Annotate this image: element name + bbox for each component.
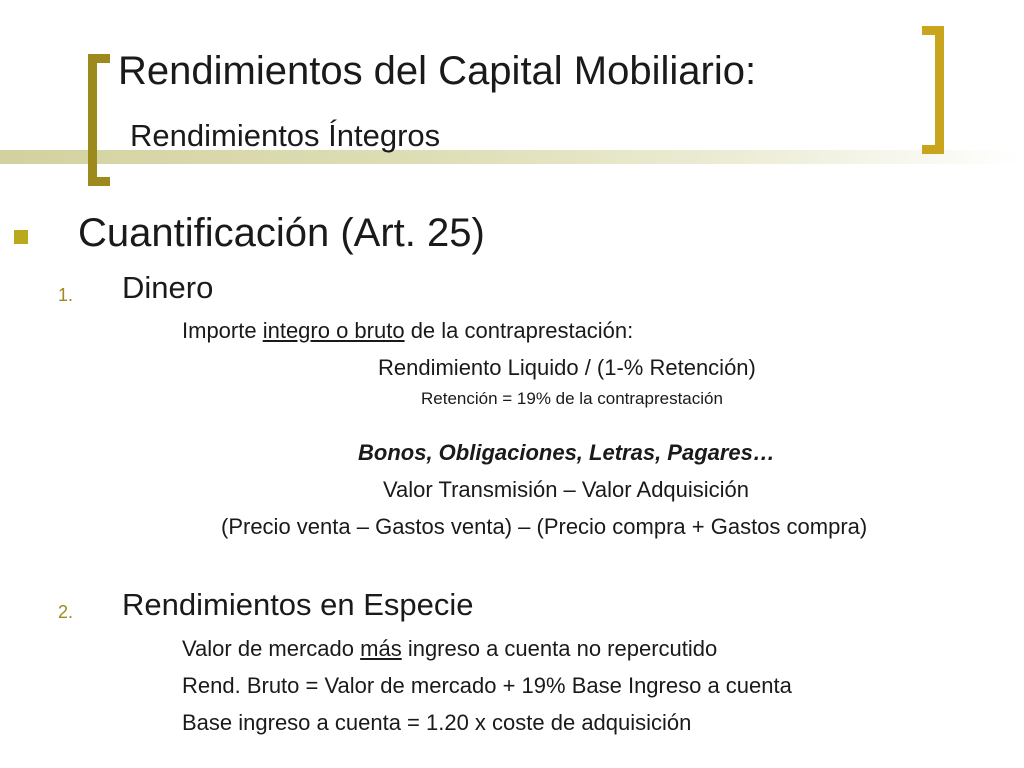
section2-line1 [182, 636, 717, 662]
section1-line1-b: de la contraprestación: [404, 318, 634, 343]
square-bullet-icon [14, 230, 28, 244]
section2-line1-a: Valor de mercado [182, 636, 361, 661]
section2-line2: Rend. Bruto = Valor de mercado + 19% Base Ingreso a cuenta [182, 673, 792, 698]
slide-title: Rendimientos del Capital Mobiliario: [118, 49, 757, 93]
section1-line1-underlined: integro o bruto [262, 318, 405, 343]
section2-line1-b: ingreso a cuenta no repercutido [401, 636, 718, 661]
section2-line1-underlined: más [360, 636, 402, 661]
slide-subtitle: Rendimientos Íntegros [130, 118, 441, 153]
section1-precio: (Precio venta – Gastos venta) – (Precio compra + Gastos compra) [221, 514, 868, 539]
section1-line1-a: Importe [182, 318, 263, 343]
section1-number: 1. [58, 285, 74, 305]
section1-valor: Valor Transmisión – Valor Adquisición [383, 477, 750, 502]
section1-formula: Rendimiento Liquido / (1-% Retención) [378, 355, 756, 380]
left-bracket-decoration [88, 54, 110, 186]
section1-line1 [182, 318, 633, 344]
section1-examples: Bonos, Obligaciones, Letras, Pagares… [358, 440, 775, 465]
section2-number: 2. [58, 602, 74, 622]
right-bracket-decoration [922, 26, 944, 154]
section2-label: Rendimientos en Especie [122, 587, 474, 622]
section2-line3: Base ingreso a cuenta = 1.20 x coste de adquisición [182, 710, 692, 735]
section1-note: Retención = 19% de la contraprestación [421, 389, 723, 408]
section1-label: Dinero [122, 270, 214, 305]
main-heading: Cuantificación (Art. 25) [78, 211, 485, 255]
